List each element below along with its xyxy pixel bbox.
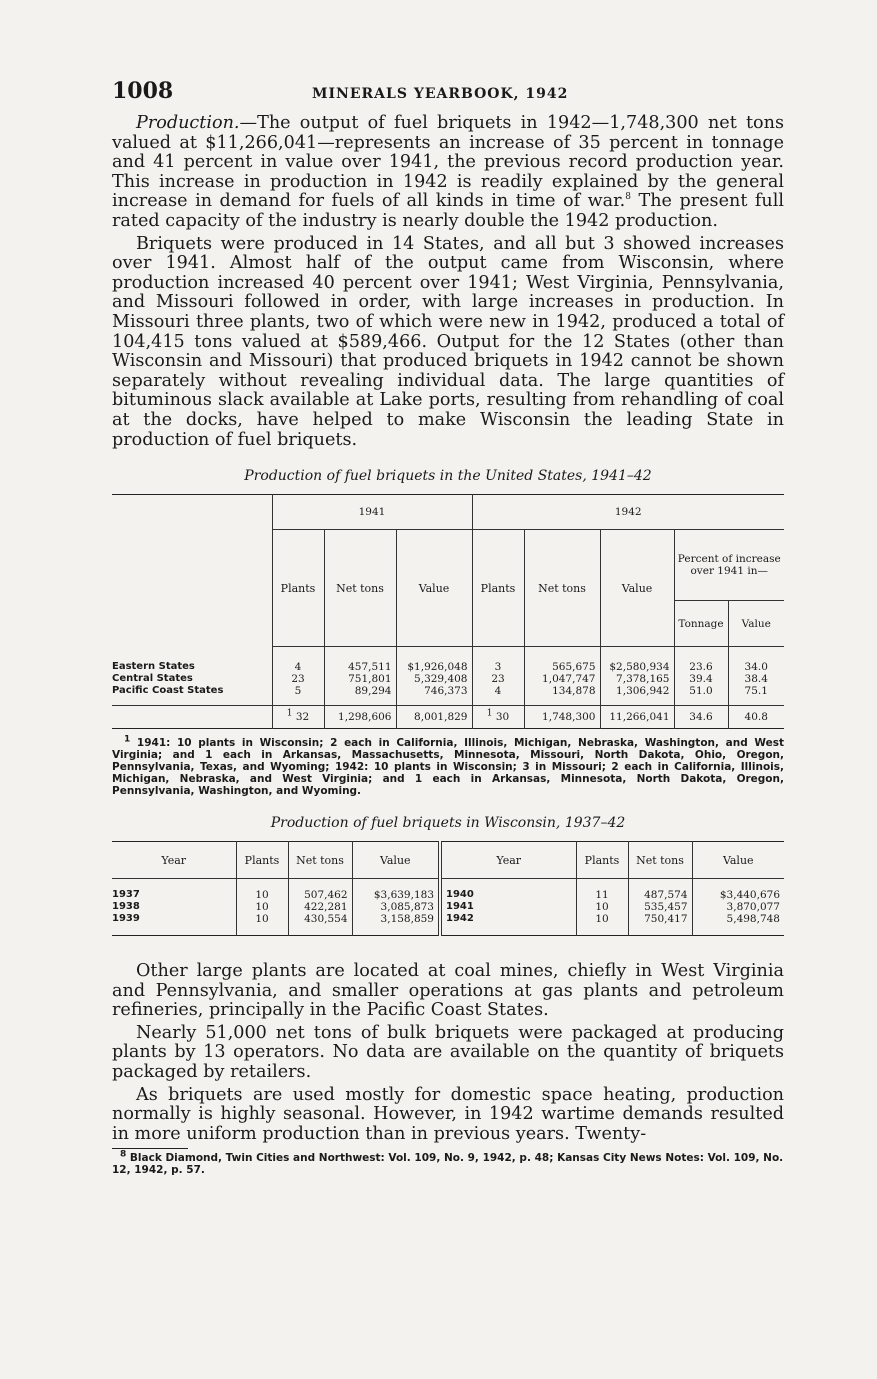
col-tonnage: Tonnage: [674, 600, 728, 646]
cell: 10: [236, 913, 288, 936]
cell: [272, 706, 324, 729]
cell: 23: [272, 673, 324, 685]
cell: $3,639,183: [352, 879, 440, 902]
cell: 38.4: [728, 673, 784, 685]
running-title: MINERALS YEARBOOK, 1942: [312, 86, 569, 102]
cell: 487,574: [628, 879, 692, 902]
cell: 34.0: [728, 647, 784, 674]
table-row: [112, 647, 784, 674]
total-row: [112, 706, 784, 729]
table-row: [112, 901, 784, 913]
cell: 1,047,747: [524, 673, 600, 685]
cell: 565,675: [524, 647, 600, 674]
col-net-tons: Net tons: [628, 842, 692, 879]
row-stub: Central States: [112, 673, 193, 685]
cell: 535,457: [628, 901, 692, 913]
col-net-tons-1942: Net tons: [524, 530, 600, 647]
table-row: [112, 879, 784, 902]
paragraph-text: —The output of fuel briquets in 1942—1,748,300 net tons valued at $11,266,041—represents an increase of 35 percent in tonnage and 41 percent in value over 1941, the previous record production year. This increase in production in 1942 is readily explained by the general increase in demand for fuels of all kinds in time of war.: [112, 113, 784, 212]
col-plants: Plants: [236, 842, 288, 879]
footnote-ref: 1: [286, 708, 293, 719]
row-stub: Eastern States: [112, 660, 195, 672]
cell: 5,329,408: [396, 673, 472, 685]
cell: 430,554: [288, 913, 352, 936]
cell: 1,748,300: [524, 706, 600, 729]
col-year: Year: [440, 842, 576, 879]
cell: 457,511: [324, 647, 396, 674]
footnote-8: [112, 1149, 784, 1177]
cell: 34.6: [674, 706, 728, 729]
year-cell: 1937: [112, 889, 140, 901]
cell: $2,580,934: [600, 647, 674, 674]
cell: 3,870,077: [692, 901, 784, 913]
cell: 3,085,873: [352, 901, 440, 913]
table-row: [112, 685, 784, 706]
footnote-ref: 8: [625, 192, 631, 203]
cell: 10: [236, 879, 288, 902]
col-value: Value: [352, 842, 440, 879]
footnote-ref: 1: [486, 708, 493, 719]
col-plants-1941: Plants: [272, 530, 324, 647]
year-1942-header: 1942: [472, 495, 784, 530]
col-net-tons-1941: Net tons: [324, 530, 396, 647]
cell-value: 32: [295, 711, 310, 724]
table2-caption: Production of fuel briquets in Wisconsin, 1937–42: [270, 815, 626, 832]
run-in-heading: Production.: [136, 113, 240, 133]
paragraph-states: Briquets were produced in 14 States, and all but 3 showed increases over 1941. Almost half of the output came from Wisconsin, where production increased 40 percent over 1941; West Virginia, Pennsylvania, and Missouri followed in order, with large increases in production. In Missouri three plants, two of which were new in 1942, produced a total of 104,415 tons valued at $589,466. Output for the 12 States (other than Wisconsin and Missouri) that produced briquets in 1942 cannot be shown separately without revealing individual data. The large quantities of bituminous slack available at Lake ports, resulting from rehandling of coal at the docks, have helped to make Wisconsin the leading State in production of fuel briquets.: [112, 233, 784, 450]
col-net-tons: Net tons: [288, 842, 352, 879]
cell: 7,378,165: [600, 673, 674, 685]
cell: 40.8: [728, 706, 784, 729]
cell: 75.1: [728, 685, 784, 706]
cell: 51.0: [674, 685, 728, 706]
col-percent-increase: Percent of increase over 1941 in—: [674, 530, 784, 601]
cell: [472, 706, 524, 729]
year-cell: 1938: [112, 901, 140, 913]
cell: 750,417: [628, 913, 692, 936]
cell: 10: [576, 913, 628, 936]
year-cell: 1942: [440, 913, 576, 936]
paragraph-text-after: The present full rated capacity of the industry is nearly double the 1942 production.: [112, 191, 784, 231]
cell: 5: [272, 685, 324, 706]
table-row: [112, 913, 784, 936]
cell: 746,373: [396, 685, 472, 706]
cell: 23: [472, 673, 524, 685]
us-production-table: [112, 494, 784, 729]
cell: 10: [236, 901, 288, 913]
cell: 3,158,859: [352, 913, 440, 936]
col-pct-value: Value: [728, 600, 784, 646]
cell-value: 30: [495, 711, 510, 724]
cell: 4: [272, 647, 324, 674]
footnote-mark: 1: [124, 734, 131, 745]
col-value-1941: Value: [396, 530, 472, 647]
paragraph-seasonal: As briquets are used mostly for domestic space heating, production normally is highly seasonal. However, in 1942 wartime demands resulted in more uniform production than in previous years. Twenty-: [112, 1084, 784, 1144]
footnote-text: Black Diamond, Twin Cities and Northwest: Vol. 109, No. 9, 1942, p. 48; Kansas City News Notes: Vol. 109, No. 12, 1942, p. 57.: [112, 1152, 784, 1177]
year-cell: 1941: [440, 901, 576, 913]
cell: 4: [472, 685, 524, 706]
page: [112, 78, 784, 1176]
cell: 507,462: [288, 879, 352, 902]
cell: 5,498,748: [692, 913, 784, 936]
cell: 751,801: [324, 673, 396, 685]
cell: 39.4: [674, 673, 728, 685]
col-year: Year: [112, 842, 236, 879]
cell: $1,926,048: [396, 647, 472, 674]
table1-footnote: [112, 734, 784, 798]
col-value-1942: Value: [600, 530, 674, 647]
cell: 3: [472, 647, 524, 674]
lower-text: [112, 962, 784, 1144]
cell: 1,306,942: [600, 685, 674, 706]
year-cell: 1940: [440, 879, 576, 902]
paragraph-packaged: Nearly 51,000 net tons of bulk briquets were packaged at producing plants by 13 operators. No data are available on the quantity of briquets packaged by retailers.: [112, 1022, 784, 1083]
cell: 8,001,829: [396, 706, 472, 729]
col-plants-1942: Plants: [472, 530, 524, 647]
col-plants: Plants: [576, 842, 628, 879]
cell: 89,294: [324, 685, 396, 706]
cell: 422,281: [288, 901, 352, 913]
row-stub: Pacific Coast States: [112, 685, 224, 697]
total-stub: [112, 706, 272, 729]
cell: 134,878: [524, 685, 600, 706]
footnote-mark: 8: [120, 1149, 127, 1160]
year-cell: 1939: [112, 913, 140, 925]
year-1941-header: 1941: [272, 495, 472, 530]
table1-caption: Production of fuel briquets in the United States, 1941–42: [244, 468, 652, 485]
cell: 11,266,041: [600, 706, 674, 729]
wisconsin-production-table: [112, 841, 784, 936]
cell: $3,440,676: [692, 879, 784, 902]
cell: 1,298,606: [324, 706, 396, 729]
col-value: Value: [692, 842, 784, 879]
cell: 11: [576, 879, 628, 902]
cell: 10: [576, 901, 628, 913]
paragraph-production: [112, 114, 784, 232]
paragraph-other-plants: Other large plants are located at coal mines, chiefly in West Virginia and Pennsylvania, and smaller operations at gas plants and petroleum refineries, principally in the Pacific Coast States.: [112, 961, 784, 1021]
stub-header: [112, 495, 272, 647]
table-row: [112, 673, 784, 685]
footnote-text: 1941: 10 plants in Wisconsin; 2 each in California, Illinois, Michigan, Nebraska, Washington, and West Virginia; and 1 each in Arkansas, Massachusetts, Minnesota, Missouri, North Dakota, Ohio, Oregon, Pennsylvania, Texas, and Wyoming; 1942: 10 plants in Wisconsin; 3 in Missouri; 2 each in California, Illinois, Michigan, Nebraska, and West Virginia; and 1 each in Arkansas, Minnesota, North Dakota, Oregon, Pennsylvania, Washington, and Wyoming.: [112, 737, 784, 798]
page-number: 1008: [112, 78, 174, 104]
page-header: [112, 78, 784, 114]
cell: 23.6: [674, 647, 728, 674]
